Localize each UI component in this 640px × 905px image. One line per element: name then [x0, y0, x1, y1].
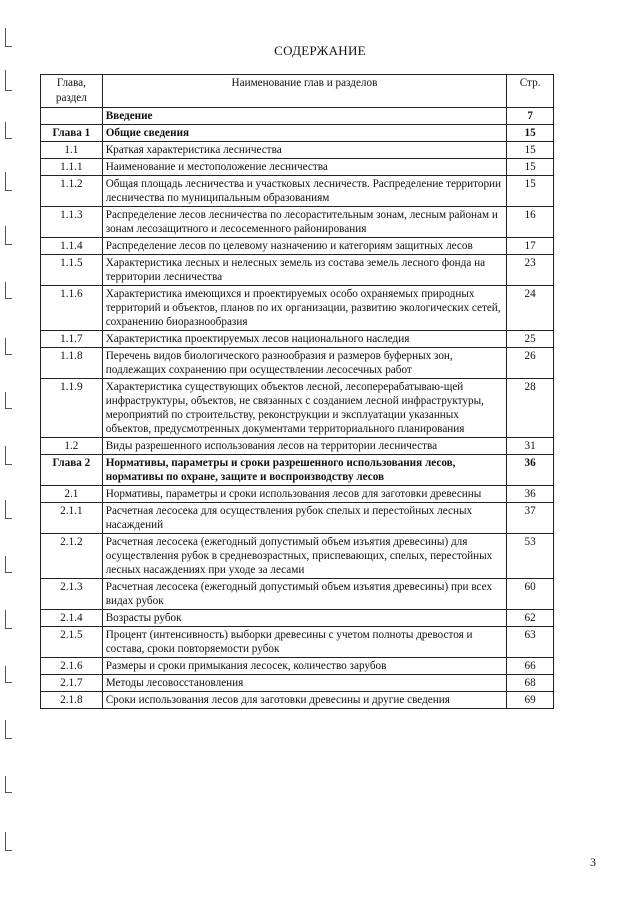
- toc-row: [41, 675, 554, 692]
- toc-entry-page: 26: [507, 348, 554, 379]
- toc-entry-title: Общая площадь лесничества и участковых лесничеств. Распределение территории лесничества по муниципальным образованиям: [102, 176, 507, 207]
- toc-row: [41, 255, 554, 286]
- toc-entry-title: Методы лесовосстановления: [102, 675, 507, 692]
- binding-mark: [5, 172, 12, 191]
- toc-row: [41, 348, 554, 379]
- toc-entry-number: [41, 108, 103, 125]
- toc-entry-page: 25: [507, 331, 554, 348]
- binding-mark: [5, 556, 12, 573]
- toc-entry-title: Характеристика существующих объектов лесной, лесоперерабатываю-щей инфраструктуры, объектов, не связанных с созданием лесной инфраструктуры, мероприятий по строительству, реконструкции и эксплуатации указанных объектов, предусмотренных документами территориального планирования: [102, 379, 507, 438]
- toc-entry-page: 15: [507, 142, 554, 159]
- binding-mark: [5, 338, 12, 355]
- toc-entry-page: 36: [507, 486, 554, 503]
- toc-entry-title: Нормативы, параметры и сроки использования лесов для заготовки древесины: [102, 486, 507, 503]
- toc-entry-title: Расчетная лесосека для осуществления рубок спелых и перестойных лесных насаждений: [102, 503, 507, 534]
- toc-row: [41, 438, 554, 455]
- toc-entry-number: 2.1.6: [41, 658, 103, 675]
- toc-entry-number: 1.1.5: [41, 255, 103, 286]
- header-page: Стр.: [507, 75, 554, 108]
- toc-entry-number: 2.1.5: [41, 627, 103, 658]
- binding-mark: [5, 500, 12, 519]
- toc-entry-title: Сроки использования лесов для заготовки древесины и другие сведения: [102, 692, 507, 709]
- toc-row: [41, 142, 554, 159]
- toc-entry-page: 24: [507, 286, 554, 331]
- binding-edge-marks: [0, 0, 20, 905]
- toc-entry-title: Распределение лесов по целевому назначению и категориям защитных лесов: [102, 238, 507, 255]
- toc-entry-number: 2.1: [41, 486, 103, 503]
- toc-row: [41, 286, 554, 331]
- toc-entry-page: 53: [507, 534, 554, 579]
- toc-row: [41, 486, 554, 503]
- toc-entry-title: Распределение лесов лесничества по лесорастительным зонам, лесным районам и зонам лесозащитного и лесосеменного районирования: [102, 207, 507, 238]
- toc-entry-title: Размеры и сроки примыкания лесосек, количество зарубов: [102, 658, 507, 675]
- toc-entry-number: 1.1: [41, 142, 103, 159]
- toc-row: [41, 503, 554, 534]
- toc-entry-number: Глава 2: [41, 455, 103, 486]
- binding-mark: [5, 122, 12, 139]
- table-of-contents: [40, 74, 554, 709]
- toc-entry-title: Наименование и местоположение лесничества: [102, 159, 507, 176]
- toc-row: [41, 579, 554, 610]
- toc-entry-number: 1.1.8: [41, 348, 103, 379]
- toc-row: [41, 238, 554, 255]
- toc-entry-title: Расчетная лесосека (ежегодный допустимый объем изъятия древесины) при всех видах рубок: [102, 579, 507, 610]
- toc-row: [41, 159, 554, 176]
- binding-mark: [5, 282, 12, 299]
- binding-mark: [5, 446, 12, 465]
- toc-entry-title: Характеристика лесных и нелесных земель из состава земель лесного фонда на территории лесничества: [102, 255, 507, 286]
- toc-entry-page: 28: [507, 379, 554, 438]
- toc-row: [41, 627, 554, 658]
- header-title: Наименование глав и разделов: [102, 75, 507, 108]
- toc-entry-page: 69: [507, 692, 554, 709]
- binding-mark: [5, 610, 12, 629]
- toc-entry-number: 2.1.7: [41, 675, 103, 692]
- toc-entry-title: Характеристика имеющихся и проектируемых особо охраняемых природных территорий и объектов, планов по их организации, развитию экологических сетей, сохранению биоразнообразия: [102, 286, 507, 331]
- binding-mark: [5, 776, 12, 793]
- toc-entry-number: 1.1.4: [41, 238, 103, 255]
- toc-row: [41, 379, 554, 438]
- toc-entry-number: 2.1.2: [41, 534, 103, 579]
- toc-entry-page: 62: [507, 610, 554, 627]
- binding-mark: [5, 70, 12, 91]
- toc-entry-page: 68: [507, 675, 554, 692]
- toc-entry-number: 1.1.3: [41, 207, 103, 238]
- toc-entry-page: 7: [507, 108, 554, 125]
- toc-entry-number: 1.1.6: [41, 286, 103, 331]
- toc-entry-title: Общие сведения: [102, 125, 507, 142]
- toc-entry-title: Перечень видов биологического разнообразия и размеров буферных зон, подлежащих сохранению при осуществлении лесосечных работ: [102, 348, 507, 379]
- toc-entry-number: 2.1.1: [41, 503, 103, 534]
- binding-mark: [5, 832, 12, 851]
- toc-entry-number: 2.1.3: [41, 579, 103, 610]
- header-chapter: Глава, раздел: [41, 75, 103, 108]
- toc-entry-title: Возрасты рубок: [102, 610, 507, 627]
- toc-body: [41, 108, 554, 709]
- toc-entry-page: 23: [507, 255, 554, 286]
- page-number: 3: [590, 855, 596, 869]
- toc-entry-page: 31: [507, 438, 554, 455]
- toc-entry-title: Характеристика проектируемых лесов национального наследия: [102, 331, 507, 348]
- toc-entry-page: 60: [507, 579, 554, 610]
- toc-row: [41, 176, 554, 207]
- toc-row: [41, 692, 554, 709]
- toc-entry-number: 2.1.4: [41, 610, 103, 627]
- toc-entry-page: 17: [507, 238, 554, 255]
- toc-entry-number: Глава 1: [41, 125, 103, 142]
- toc-entry-page: 15: [507, 159, 554, 176]
- table-header-row: [41, 75, 554, 108]
- toc-entry-page: 36: [507, 455, 554, 486]
- toc-entry-page: 15: [507, 125, 554, 142]
- toc-entry-page: 16: [507, 207, 554, 238]
- toc-entry-page: 15: [507, 176, 554, 207]
- toc-entry-number: 1.2: [41, 438, 103, 455]
- page-title: СОДЕРЖАНИЕ: [274, 43, 366, 58]
- toc-entry-number: 2.1.8: [41, 692, 103, 709]
- toc-row: [41, 331, 554, 348]
- toc-row: [41, 658, 554, 675]
- toc-row: [41, 455, 554, 486]
- toc-entry-title: Виды разрешенного использования лесов на территории лесничества: [102, 438, 507, 455]
- toc-entry-page: 37: [507, 503, 554, 534]
- toc-entry-page: 66: [507, 658, 554, 675]
- toc-row: [41, 534, 554, 579]
- toc-row: [41, 108, 554, 125]
- binding-mark: [5, 720, 12, 739]
- toc-entry-page: 63: [507, 627, 554, 658]
- toc-entry-title: Нормативы, параметры и сроки разрешенного использования лесов, нормативы по охране, защите и воспроизводству лесов: [102, 455, 507, 486]
- toc-entry-number: 1.1.2: [41, 176, 103, 207]
- binding-mark: [5, 392, 12, 409]
- toc-entry-title: Краткая характеристика лесничества: [102, 142, 507, 159]
- toc-entry-title: Расчетная лесосека (ежегодный допустимый объем изъятия древесины) для осуществления рубок в средневозрастных, приспевающих, спелых, перестойных лесных насаждениях при уходе за лесами: [102, 534, 507, 579]
- toc-entry-title: Введение: [102, 108, 507, 125]
- binding-mark: [5, 226, 12, 245]
- binding-mark: [5, 666, 12, 683]
- toc-row: [41, 207, 554, 238]
- toc-entry-title: Процент (интенсивность) выборки древесины с учетом полноты древостоя и состава, сроки повторяемости рубок: [102, 627, 507, 658]
- toc-row: [41, 125, 554, 142]
- toc-row: [41, 610, 554, 627]
- toc-entry-number: 1.1.7: [41, 331, 103, 348]
- toc-entry-number: 1.1.9: [41, 379, 103, 438]
- toc-entry-number: 1.1.1: [41, 159, 103, 176]
